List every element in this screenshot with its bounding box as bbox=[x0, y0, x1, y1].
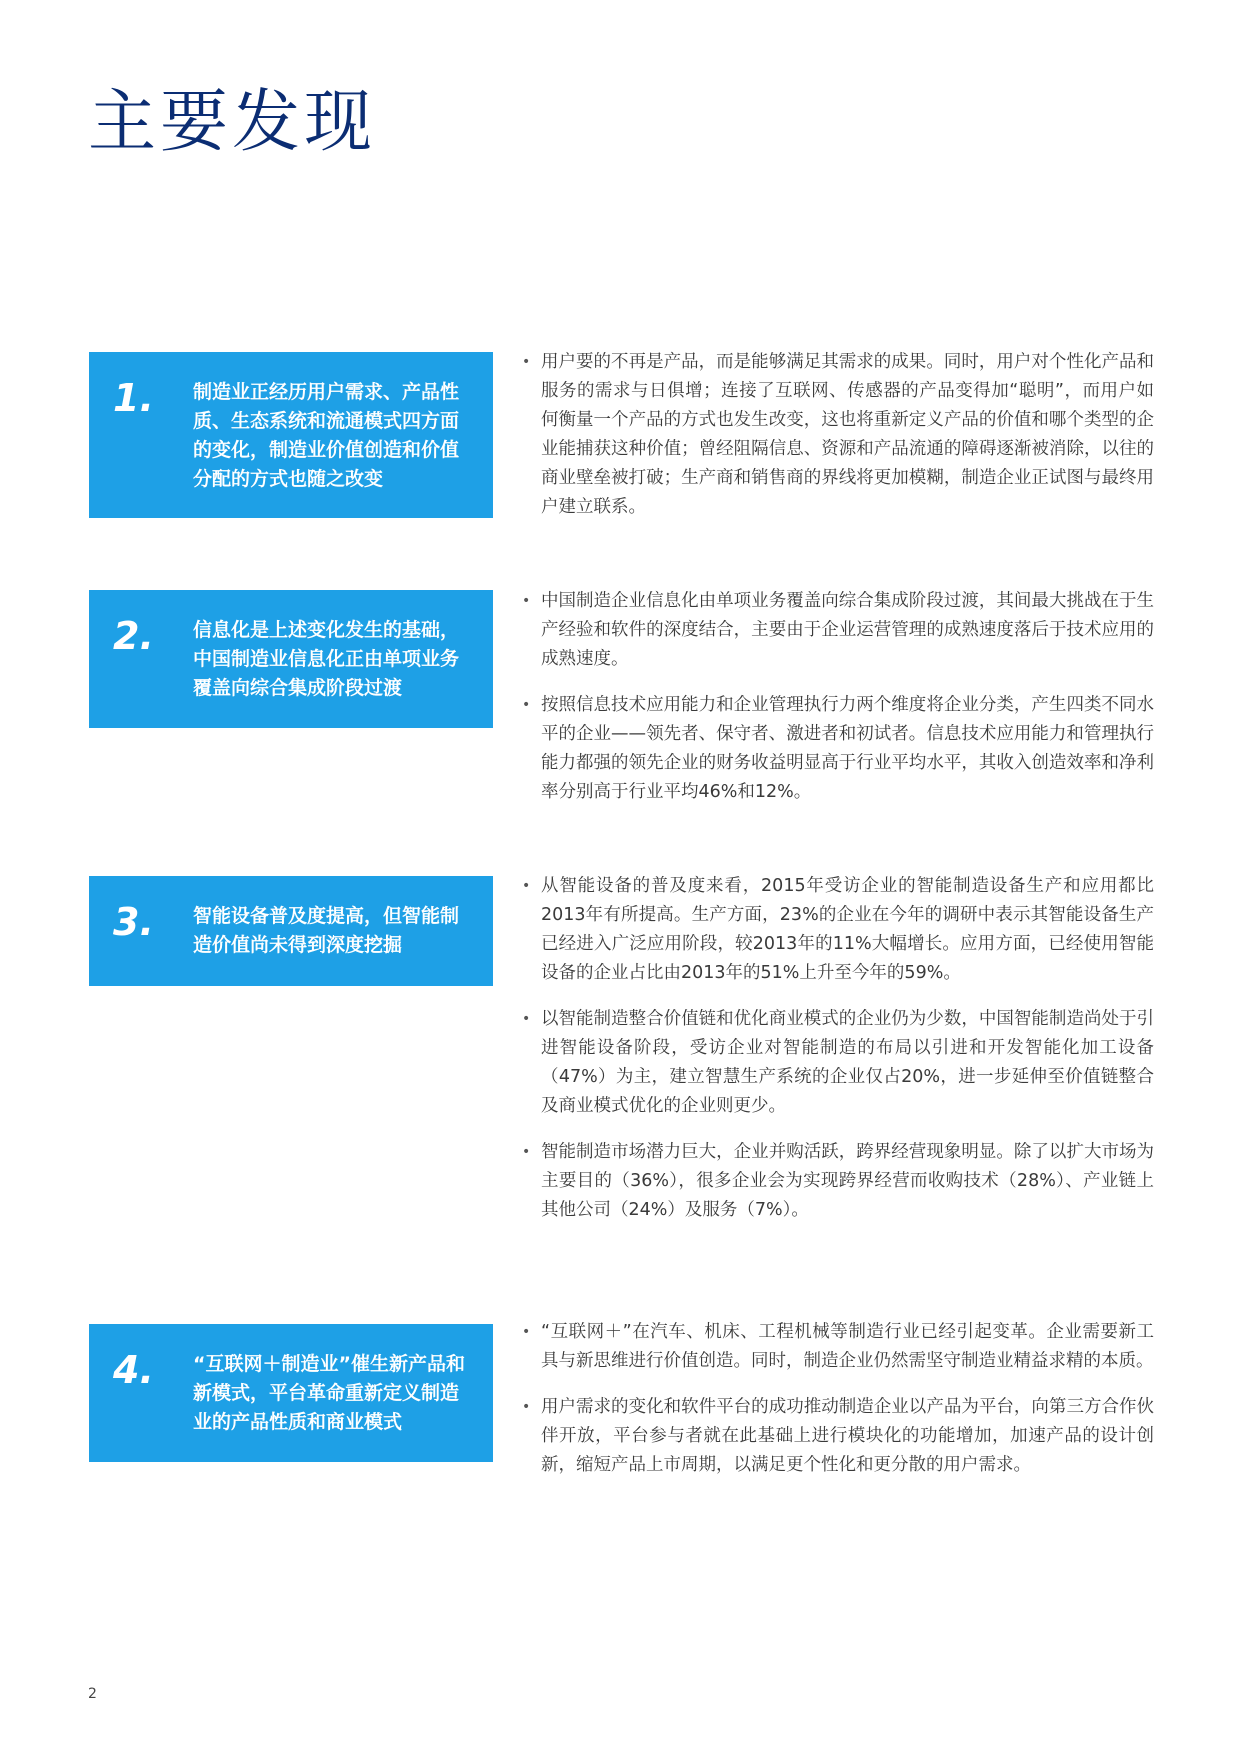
finding-3-bullet-2: • 以智能制造整合价值链和优化商业模式的企业仍为少数，中国智能制造尚处于引进智能设备阶段，受访企业对智能制造的布局以引进和开发智能化加工设备（47%）为主，建立智慧生产系统的企业仅占20%，进一步延伸至价值链整合及商业模式优化的企业则更少。 bbox=[522, 1005, 1154, 1121]
finding-3-box bbox=[89, 876, 493, 986]
page-title: 主要发现 bbox=[88, 83, 377, 162]
finding-2-bullet-1: • 中国制造企业信息化由单项业务覆盖向综合集成阶段过渡，其间最大挑战在于生产经验和软件的深度结合，主要由于企业运营管理的成熟速度落后于技术应用的成熟速度。 bbox=[522, 587, 1154, 674]
page-number: 2 bbox=[88, 1686, 97, 1702]
finding-2-bullets bbox=[522, 587, 1154, 824]
finding-2-headline: 信息化是上述变化发生的基础，中国制造业信息化正由单项业务覆盖向综合集成阶段过渡 bbox=[193, 619, 460, 699]
finding-4-headline: “互联网＋制造业”催生新产品和新模式，平台革命重新定义制造业的产品性质和商业模式 bbox=[193, 1353, 465, 1433]
finding-2-box bbox=[89, 590, 493, 728]
finding-2-bullet-2: • 按照信息技术应用能力和企业管理执行力两个维度将企业分类，产生四类不同水平的企业——领先者、保守者、激进者和初试者。信息技术应用能力和管理执行能力都强的领先企业的财务收益明显高于行业平均水平，其收入创造效率和净利率分别高于行业平均46%和12%。 bbox=[522, 691, 1154, 807]
finding-3-bullet-1: • 从智能设备的普及度来看，2015年受访企业的智能制造设备生产和应用都比2013年有所提高。生产方面，23%的企业在今年的调研中表示其智能设备生产已经进入广泛应用阶段，较2013年的11%大幅增长。应用方面，已经使用智能设备的企业占比由2013年的51%上升至今年的59%。 bbox=[522, 872, 1154, 988]
finding-1-headline: 制造业正经历用户需求、产品性质、生态系统和流通模式四方面的变化，制造业价值创造和价值分配的方式也随之改变 bbox=[193, 381, 460, 490]
finding-1-number: 1. bbox=[113, 376, 154, 420]
finding-4-bullet-2: • 用户需求的变化和软件平台的成功推动制造企业以产品为平台，向第三方合作伙伴开放，平台参与者就在此基础上进行模块化的功能增加，加速产品的设计创新，缩短产品上市周期，以满足更个性化和更分散的用户需求。 bbox=[522, 1393, 1154, 1480]
finding-3-bullets bbox=[522, 872, 1154, 1242]
finding-3-number: 3. bbox=[113, 900, 154, 944]
finding-4-box bbox=[89, 1324, 493, 1462]
finding-3-headline: 智能设备普及度提高，但智能制造价值尚未得到深度挖掘 bbox=[193, 905, 460, 956]
finding-4-bullets bbox=[522, 1318, 1154, 1497]
finding-1-bullet-1: • 用户要的不再是产品，而是能够满足其需求的成果。同时，用户对个性化产品和服务的需求与日俱增；连接了互联网、传感器的产品变得加“聪明”，而用户如何衡量一个产品的方式也发生改变，这也将重新定义产品的价值和哪个类型的企业能捕获这种价值；曾经阻隔信息、资源和产品流通的障碍逐渐被消除，以往的商业壁垒被打破；生产商和销售商的界线将更加模糊，制造企业正试图与最终用户建立联系。 bbox=[522, 348, 1154, 522]
finding-1-bullets bbox=[522, 348, 1154, 539]
finding-2-number: 2. bbox=[113, 614, 154, 658]
finding-3-bullet-3: • 智能制造市场潜力巨大，企业并购活跃，跨界经营现象明显。除了以扩大市场为主要目的（36%），很多企业会为实现跨界经营而收购技术（28%）、产业链上其他公司（24%）及服务（7%）。 bbox=[522, 1138, 1154, 1225]
finding-4-bullet-1: • “互联网＋”在汽车、机床、工程机械等制造行业已经引起变革。企业需要新工具与新思维进行价值创造。同时，制造企业仍然需坚守制造业精益求精的本质。 bbox=[522, 1318, 1154, 1376]
finding-4-number: 4. bbox=[113, 1348, 154, 1392]
finding-1-box bbox=[89, 352, 493, 518]
